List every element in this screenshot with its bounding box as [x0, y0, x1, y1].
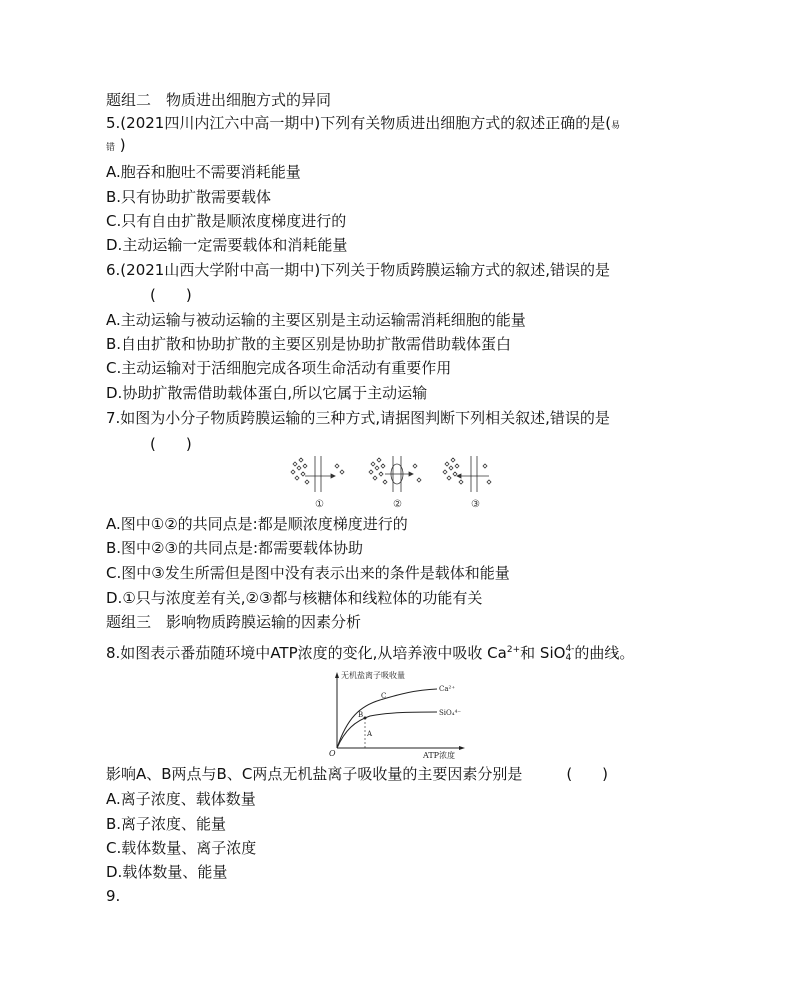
q7-option-a: A.图中①②的共同点是:都是顺浓度梯度进行的	[106, 515, 408, 533]
q5-option-c: C.只有自由扩散是顺浓度梯度进行的	[106, 212, 347, 230]
q7-transport-figure	[285, 454, 500, 512]
y-axis-label: 无机盐离子吸收量	[341, 671, 405, 680]
ion-si-charge: 4-	[565, 643, 575, 654]
q5-option-d: D.主动运输一定需要载体和消耗能量	[106, 236, 348, 254]
q5-tag-easy: 易	[611, 121, 621, 131]
q5-option-a: A.胞吞和胞吐不需要消耗能量	[106, 163, 301, 181]
q7-blank: ( )	[150, 435, 192, 453]
si-series-label: SiO₄⁴⁻	[439, 709, 462, 717]
group3-title: 题组三 影响物质跨膜运输的因素分析	[106, 613, 362, 631]
q5-stem-text: 5.(2021四川内江六中高一期中)下列有关物质进出细胞方式的叙述正确的是(	[106, 114, 612, 132]
transport-panel-1	[291, 456, 344, 492]
q8-question	[106, 764, 608, 784]
ion-si-sub: 4	[565, 652, 572, 663]
point-c: C	[381, 692, 387, 700]
q5-stem	[106, 113, 620, 136]
x-axis-label: ATP浓度	[423, 751, 456, 760]
transport-panel-3	[443, 456, 491, 492]
q8-and: 和	[520, 644, 536, 662]
q6-option-a: A.主动运输与被动运输的主要区别是主动运输需消耗细胞的能量	[106, 311, 526, 329]
origin-label: O	[329, 749, 336, 758]
q6-option-d: D.协助扩散需借助载体蛋白,所以它属于主动运输	[106, 384, 428, 402]
q5-stem-cont	[106, 135, 126, 158]
q8-option-d: D.载体数量、能量	[106, 863, 228, 881]
q6-stem: 6.(2021山西大学附中高一期中)下列关于物质跨膜运输方式的叙述,错误的是	[106, 261, 610, 279]
ca-curve	[337, 689, 437, 748]
q8-stem	[106, 640, 634, 663]
q8-option-b: B.离子浓度、能量	[106, 815, 227, 833]
point-b-marker	[364, 717, 367, 720]
figure-label-1: ①	[315, 499, 324, 510]
q6-blank: ( )	[150, 286, 192, 304]
group2-title: 题组二 物质进出细胞方式的异同	[106, 91, 332, 109]
q8-stem-text: 8.如图表示番茄随环境中ATP浓度的变化,从培养液中吸收	[106, 644, 483, 662]
figure-label-2: ②	[393, 499, 402, 510]
ion-ca-charge: 2+	[506, 645, 521, 655]
q5-option-b: B.只有协助扩散需要载体	[106, 188, 272, 206]
ion-si-o: O	[553, 644, 566, 662]
ion-ca: Ca	[487, 644, 507, 662]
q8-stem-end: 的曲线。	[574, 644, 635, 662]
q8-uptake-chart	[325, 668, 485, 760]
transport-panel-2	[369, 456, 421, 492]
q8-blank: ( )	[566, 765, 609, 783]
ca-series-label: Ca²⁺	[439, 685, 456, 693]
q6-option-b: B.自由扩散和协助扩散的主要区别是协助扩散需借助载体蛋白	[106, 335, 512, 353]
ion-si: Si	[539, 644, 554, 662]
q8-question-text: 影响A、B两点与B、C两点无机盐离子吸收量的主要因素分别是	[106, 765, 523, 783]
q7-option-b: B.图中②③的共同点是:都需要载体协助	[106, 539, 364, 557]
q8-option-c: C.载体数量、离子浓度	[106, 839, 257, 857]
figure-label-3: ③	[471, 499, 480, 510]
q9-number: 9.	[106, 887, 121, 905]
point-a: A	[367, 730, 373, 738]
q7-option-c: C.图中③发生所需但是图中没有表示出来的条件是载体和能量	[106, 564, 510, 582]
q8-option-a: A.离子浓度、载体数量	[106, 790, 256, 808]
q7-option-d: D.①只与浓度差有关,②③都与核糖体和线粒体的功能有关	[106, 589, 483, 607]
q5-tag-error: 错	[106, 143, 116, 153]
q6-option-c: C.主动运输对于活细胞完成各项生命活动有重要作用	[106, 359, 452, 377]
q7-stem: 7.如图为小分子物质跨膜运输的三种方式,请据图判断下列相关叙述,错误的是	[106, 409, 610, 427]
point-b: B	[358, 711, 364, 719]
q5-close-paren: )	[119, 136, 126, 154]
